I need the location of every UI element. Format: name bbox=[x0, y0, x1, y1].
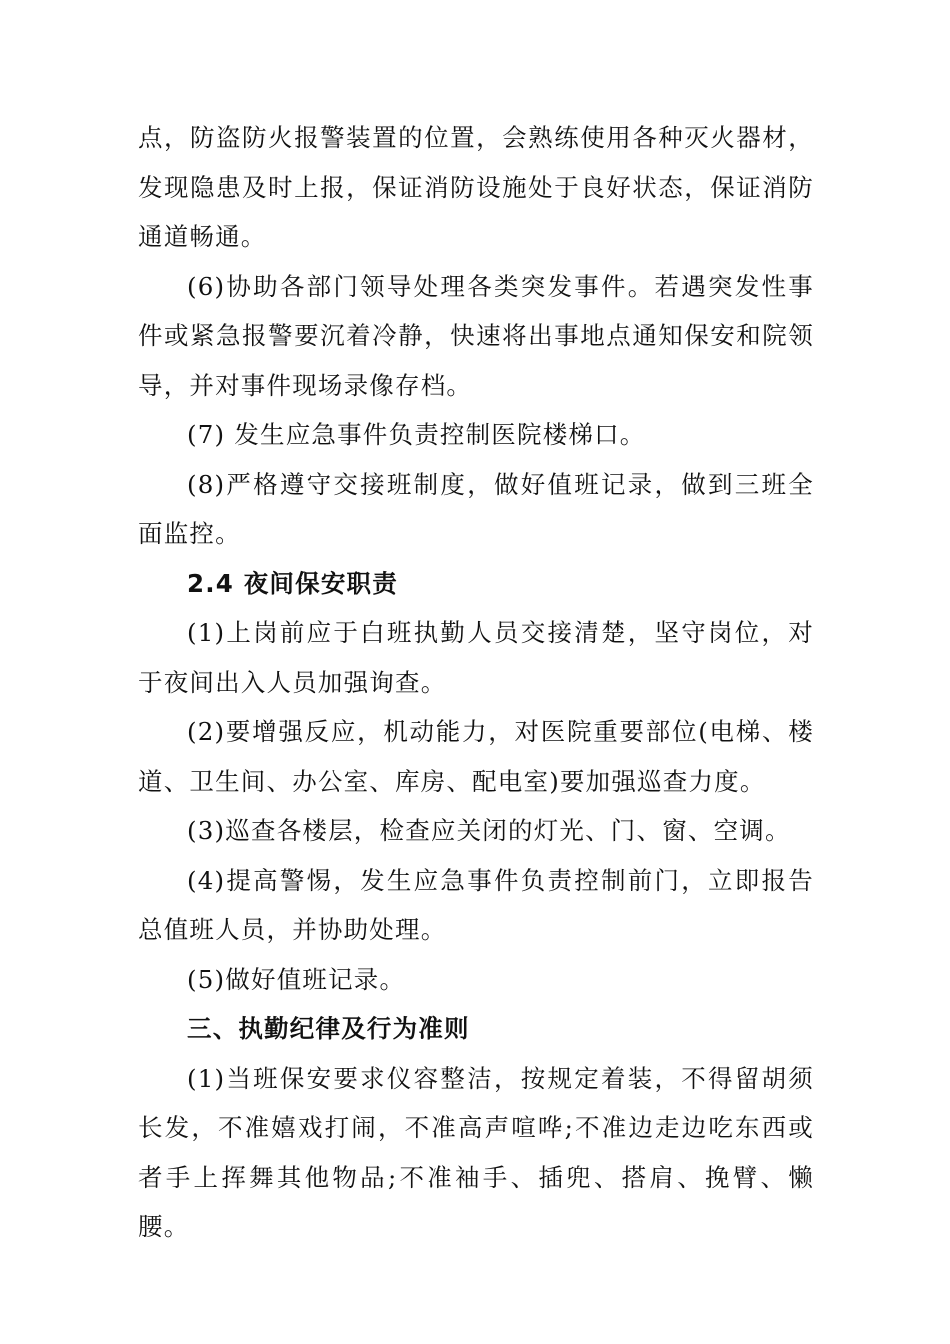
paragraph-continuation: 点，防盗防火报警装置的位置，会熟练使用各种灭火器材，发现隐患及时上报，保证消防设施处于良好状态，保证消防通道畅通。 bbox=[138, 123, 814, 251]
paragraph-night-2: (2)要增强反应，机动能力，对医院重要部位(电梯、楼道、卫生间、办公室、库房、配电室)要加强巡查力度。 bbox=[138, 717, 814, 796]
paragraph-night-5: (5)做好值班记录。 bbox=[187, 964, 406, 994]
section-heading-3: 三、执勤纪律及行为准则 bbox=[187, 1014, 470, 1043]
section-heading-2-4: 2.4 夜间保安职责 bbox=[187, 568, 398, 598]
document-page bbox=[138, 113, 814, 1252]
paragraph-night-4: (4)提高警惕，发生应急事件负责控制前门，立即报告总值班人员，并协助处理。 bbox=[138, 865, 814, 944]
paragraph-item-8: (8)严格遵守交接班制度，做好值班记录，做到三班全面监控。 bbox=[138, 469, 814, 548]
paragraph-item-7: (7) 发生应急事件负责控制医院楼梯口。 bbox=[187, 420, 646, 449]
paragraph-discipline-1: (1)当班保安要求仪容整洁，按规定着装，不得留胡须长发，不准嬉戏打闹，不准高声喧哗;不准边走边吃东西或者手上挥舞其他物品;不准袖手、插兜、搭肩、挽臂、懒腰。 bbox=[138, 1063, 814, 1241]
paragraph-night-3: (3)巡查各楼层，检查应关闭的灯光、门、窗、空调。 bbox=[187, 816, 791, 845]
paragraph-night-1: (1)上岗前应于白班执勤人员交接清楚，坚守岗位，对于夜间出入人员加强询查。 bbox=[138, 618, 814, 697]
paragraph-item-6: (6)协助各部门领导处理各类突发事件。若遇突发性事件或紧急报警要沉着冷静，快速将出事地点通知保安和院领导，并对事件现场录像存档。 bbox=[138, 271, 814, 400]
